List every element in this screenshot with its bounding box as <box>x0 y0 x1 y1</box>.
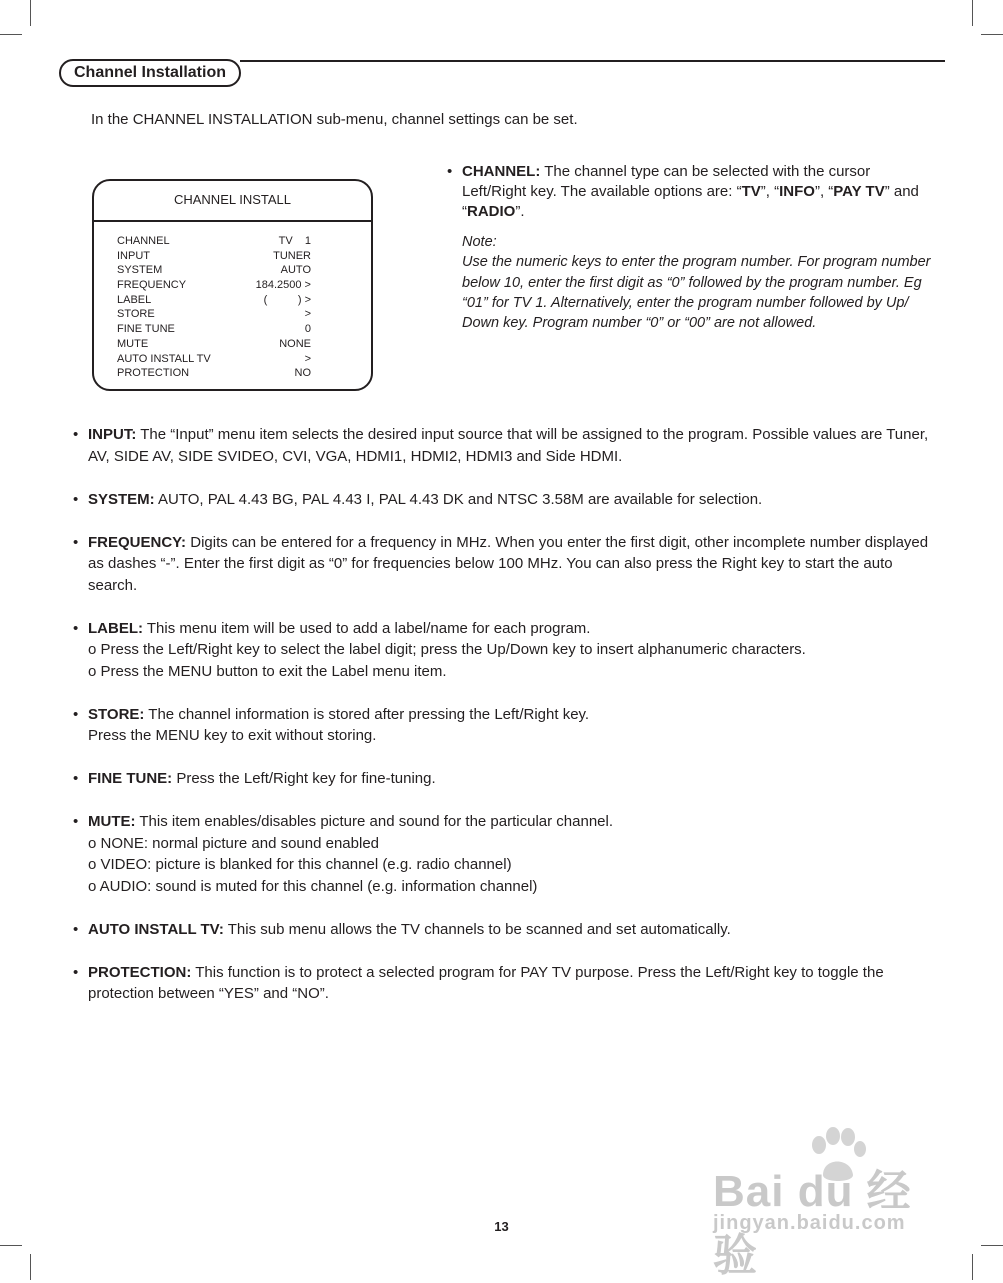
sub-line: o AUDIO: sound is muted for this channel (e.g. information channel) <box>88 877 538 895</box>
watermark-url: jingyan.baidu.com <box>713 1212 906 1234</box>
menu-row-label: MUTE <box>117 337 149 350</box>
body-text: Digits can be entered for a frequency in MHz. When you enter the first digit, other incomplete number displayed as dashes “-”. Enter the first digit as “0” for frequencies below 100 MHz. You can also press the Right key to start the auto search. <box>88 533 929 594</box>
crop-mark <box>972 0 973 26</box>
menu-row-label: STORE <box>117 308 155 321</box>
option-pay-tv: PAY TV <box>833 183 885 200</box>
menu-row-system <box>117 263 311 278</box>
menu-row-value: AUTO <box>280 264 311 277</box>
item-auto-install <box>73 919 943 941</box>
crop-mark <box>30 1254 31 1280</box>
note-text: Use the numeric keys to enter the program number. For program number below 10, enter the first digit as “0” followed by the program number. Eg “01” for TV 1. Alternatively, enter the program number followed by Up/ Down key. Program number “0” or “00” are not allowed. <box>462 254 931 332</box>
body-text: This item enables/disables picture and sound for the particular channel. <box>135 813 614 830</box>
menu-row-label: PROTECTION <box>117 367 190 380</box>
item-fine-tune <box>73 768 943 790</box>
body-text: The channel information is stored after pressing the Left/Right key. <box>144 705 590 723</box>
item-store <box>73 704 943 747</box>
menu-row-label: FREQUENCY <box>117 279 187 292</box>
body-text: The channel type can be selected with the cursor Left/Right key. The available options are: “ <box>462 163 871 200</box>
menu-row-label: CHANNEL <box>117 235 170 247</box>
menu-row-label: LABEL <box>117 293 152 306</box>
term: SYSTEM: <box>88 490 155 508</box>
term: MUTE: <box>88 813 136 830</box>
menu-row-input <box>117 249 311 264</box>
item-label <box>73 618 943 683</box>
option-tv: TV <box>741 183 761 200</box>
menu-row-label: SYSTEM <box>117 264 163 277</box>
term: FREQUENCY: <box>88 533 187 551</box>
menu-row-label: INPUT <box>117 249 150 262</box>
menu-row-fine-tune <box>117 322 311 337</box>
sub-line: o VIDEO: picture is blanked for this channel (e.g. radio channel) <box>88 856 512 873</box>
menu-row-channel <box>117 234 311 249</box>
crop-mark <box>981 34 1003 35</box>
menu-row-value: NO <box>294 367 311 380</box>
menu-divider <box>94 220 371 222</box>
menu-row-frequency <box>117 278 311 293</box>
item-input <box>73 424 943 467</box>
menu-rows <box>117 234 311 381</box>
crop-mark <box>0 1245 22 1246</box>
term: STORE: <box>88 705 145 723</box>
item-protection <box>73 962 943 1005</box>
menu-row-protection <box>117 366 311 381</box>
item-mute <box>73 811 943 897</box>
term: PROTECTION: <box>88 963 192 981</box>
term: AUTO INSTALL TV: <box>88 920 224 938</box>
item-system <box>73 489 943 511</box>
page-number: 13 <box>494 1219 509 1234</box>
menu-row-value: 0 <box>304 323 311 336</box>
option-info: INFO <box>779 183 815 200</box>
menu-row-value: TUNER <box>273 249 311 262</box>
crop-mark <box>972 1254 973 1280</box>
body-text: Press the Left/Right key for fine-tuning. <box>172 770 436 787</box>
item-list <box>73 424 943 1026</box>
menu-row-label: FINE TUNE <box>117 323 175 336</box>
body-text: This sub menu allows the TV channels to be scanned and set automatically. <box>223 920 731 938</box>
menu-row-value: 184.2500 > <box>255 279 311 292</box>
term: INPUT: <box>88 426 137 443</box>
menu-row-label: AUTO INSTALL TV <box>117 352 211 365</box>
separator: ”. <box>515 203 525 220</box>
body-text: The “Input” menu item selects the desired input source that will be assigned to the program. Possible values are Tuner, AV, SIDE AV, SIDE SVIDEO, CVI, VGA, HDMI1, HDMI2, HDMI3 and Side HDMI. <box>88 426 929 465</box>
menu-row-store <box>117 307 311 322</box>
menu-row-mute <box>117 337 311 352</box>
crop-mark <box>0 34 22 35</box>
channel-bullet <box>447 162 937 222</box>
body-text: This menu item will be used to add a label/name for each program. <box>143 619 591 637</box>
term: FINE TUNE: <box>88 770 173 787</box>
term: CHANNEL: <box>462 163 541 180</box>
menu-title: CHANNEL INSTALL <box>173 192 292 207</box>
body-text: AUTO, PAL 4.43 BG, PAL 4.43 I, PAL 4.43 DK and NTSC 3.58M are available for selection. <box>154 490 763 508</box>
header-rule <box>240 60 945 62</box>
menu-row-value: TV 1 <box>278 235 311 247</box>
crop-mark <box>981 1245 1003 1246</box>
watermark-brand: Bai du 经验 <box>713 1167 912 1280</box>
menu-row-value: > <box>304 308 311 321</box>
separator: ” and “ <box>462 183 919 220</box>
menu-row-value: > <box>304 352 311 365</box>
separator: ”, “ <box>760 183 780 200</box>
note <box>447 232 937 333</box>
sub-line: o NONE: normal picture and sound enabled <box>88 834 380 852</box>
intro-text: In the CHANNEL INSTALLATION sub-menu, channel settings can be set. <box>91 111 578 128</box>
body-text: This function is to protect a selected program for PAY TV purpose. Press the Left/Right key to toggle the protection between “YES” and “NO”. <box>88 963 884 1002</box>
crop-mark <box>30 0 31 26</box>
term: LABEL: <box>88 619 143 637</box>
channel-description <box>447 162 937 333</box>
item-frequency <box>73 532 943 597</box>
menu-row-label <box>117 293 311 308</box>
option-radio: RADIO <box>467 203 516 220</box>
note-label: Note: <box>462 234 497 250</box>
channel-install-menu <box>92 179 373 391</box>
menu-row-auto-install <box>117 352 311 367</box>
menu-row-value: ( ) > <box>263 293 311 306</box>
section-title: Channel Installation <box>59 59 241 87</box>
sub-line: o Press the Left/Right key to select the label digit; press the Up/Down key to insert alphanumeric characters. <box>88 641 806 658</box>
menu-row-value: NONE <box>279 337 311 350</box>
sub-line: o Press the MENU button to exit the Label menu item. <box>88 662 447 680</box>
separator: ”, “ <box>814 183 834 200</box>
sub-line: Press the MENU key to exit without storing. <box>88 727 377 744</box>
